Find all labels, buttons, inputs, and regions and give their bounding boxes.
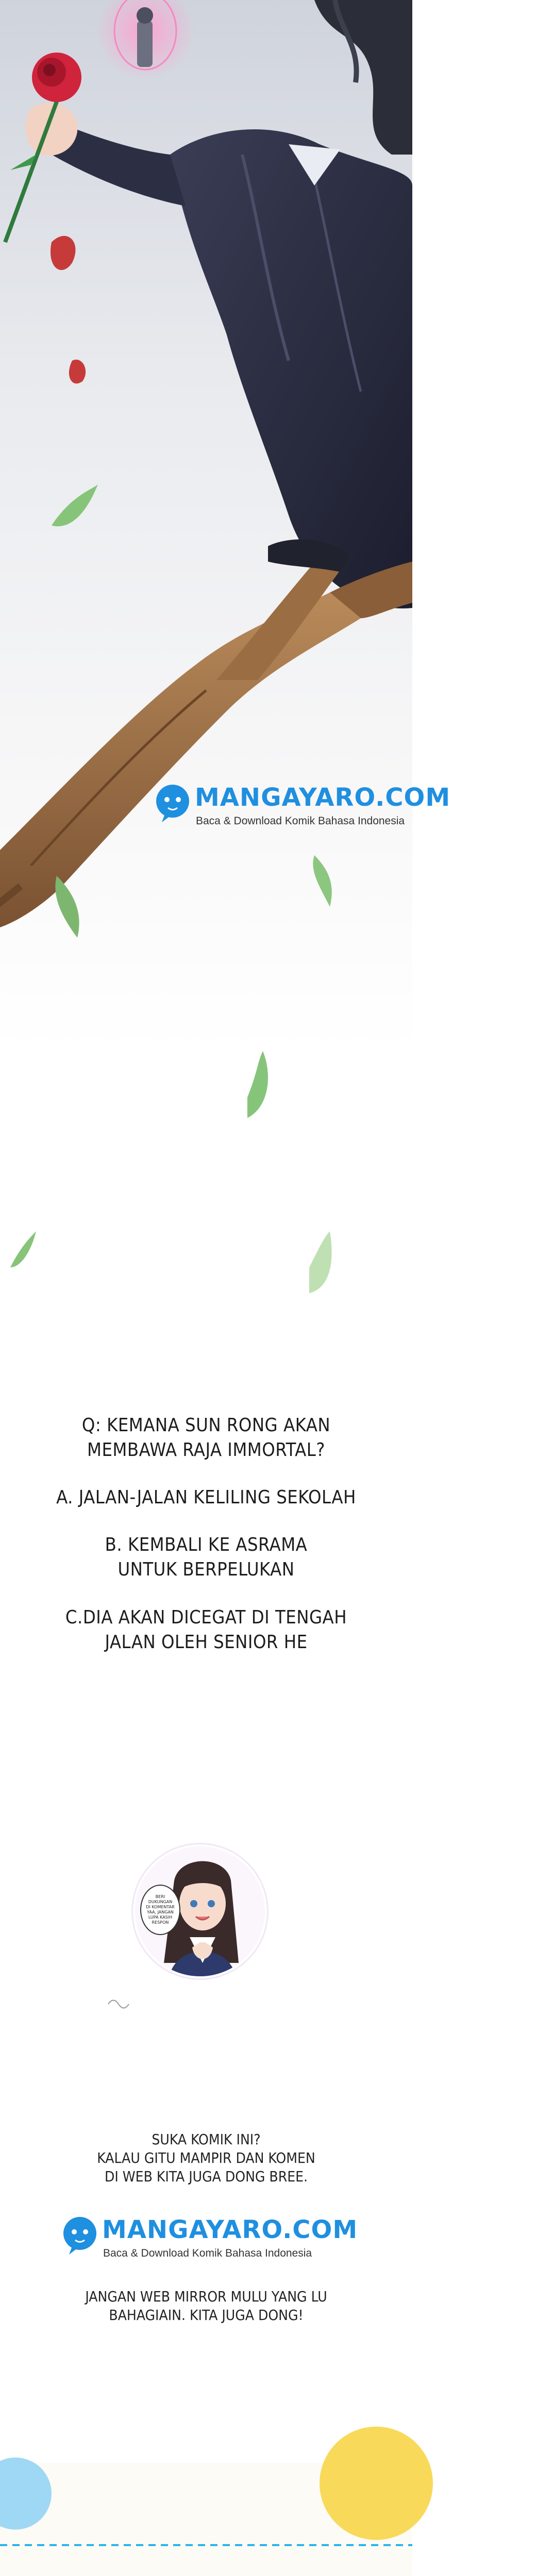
mascot-icon	[155, 783, 191, 824]
comic-panel	[0, 0, 451, 1051]
leaf-icon	[10, 1231, 36, 1267]
brand-tagline: Baca & Download Komik Bahasa Indonesia	[196, 815, 405, 827]
quiz-question-line-1: Q: KEMANA SUN RONG AKAN	[81, 1415, 331, 1436]
brand-name: MANGAYARO.COM	[102, 2215, 358, 2244]
leaf-icon	[309, 1231, 332, 1293]
banner-background	[0, 2463, 412, 2576]
brand-tagline: Baca & Download Komik Bahasa Indonesia	[103, 2247, 312, 2259]
quiz-option-c-line-1: C.DIA AKAN DICEGAT DI TENGAH	[65, 1607, 347, 1628]
comic-illustration	[0, 0, 412, 1051]
sparkle-doodle-icon	[106, 1994, 137, 2014]
mangayaro-logo[interactable]	[155, 778, 451, 840]
leaf-icon	[247, 1051, 268, 1118]
quiz-option-c-line-2: JALAN OLEH SENIOR HE	[105, 1632, 308, 1653]
invite-line-1: SUKA KOMIK INI?	[152, 2131, 261, 2148]
falling-leaves	[0, 1051, 412, 1381]
mangayaro-logo-credits[interactable]	[62, 2210, 358, 2272]
quiz-question-line-2: MEMBAWA RAJA IMMORTAL?	[87, 1439, 325, 1461]
invite-line-2: KALAU GITU MAMPIR DAN KOMEN	[97, 2149, 315, 2166]
mirror-line-1: JANGAN WEB MIRROR MULU YANG LU	[85, 2288, 327, 2305]
mirror-line-2: BAHAGIAIN. KITA JUGA DONG!	[109, 2307, 304, 2324]
brand-name: MANGAYARO.COM	[195, 783, 451, 812]
avatar	[133, 1844, 267, 1978]
invite-line-3: DI WEB KITA JUGA DONG BREE.	[104, 2168, 308, 2185]
quiz-option-b-line-2: UNTUK BERPELUKAN	[118, 1559, 295, 1580]
quiz-option-b-line-1: B. KEMBALI KE ASRAMA	[105, 1534, 308, 1555]
mascot-icon	[62, 2215, 98, 2257]
support-banner	[0, 2463, 412, 2576]
small-figure	[137, 21, 153, 67]
quiz-option-a: A. JALAN-JALAN KELILING SEKOLAH	[56, 1487, 356, 1508]
avatar-speech-bubble: BERI DUKUNGAN DI KOMENTAR YAA, JANGAN LUPA KASIH RESPON	[140, 1885, 180, 1935]
